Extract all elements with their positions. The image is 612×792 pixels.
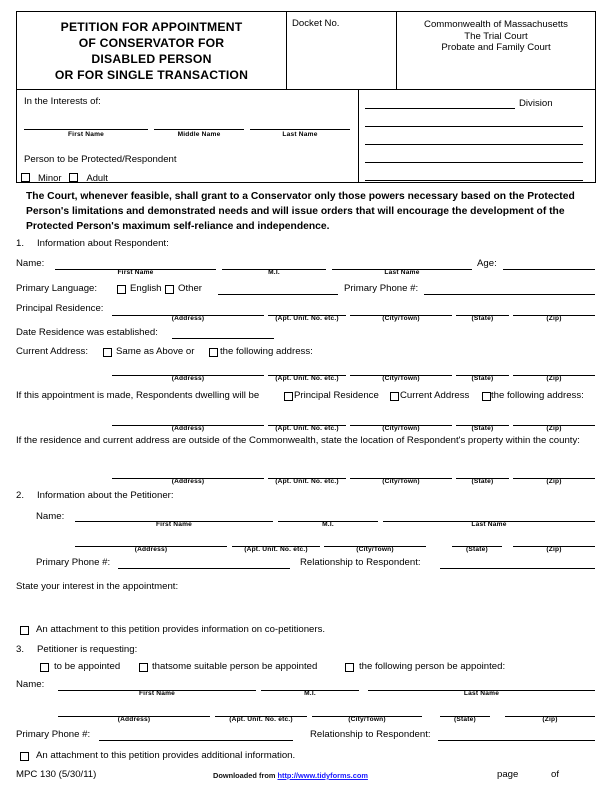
current-address-same-label: Same as Above or	[116, 346, 195, 357]
interests-label: In the Interests of:	[24, 96, 101, 107]
docket-number-label: Docket No.	[292, 18, 340, 29]
dwelling-following-address-checkbox[interactable]	[482, 392, 491, 401]
minor-label: Minor	[38, 172, 62, 183]
request-self-appointed-checkbox[interactable]	[40, 663, 49, 672]
dwelling-current-address-checkbox[interactable]	[390, 392, 399, 401]
caption-petitioner-apt: (Apt. Unit. No. etc.)	[244, 546, 308, 553]
caption-petitioner-address: (Address)	[134, 546, 168, 553]
section1-heading: Information about Respondent:	[37, 238, 169, 249]
petitioner-phone-label: Primary Phone #:	[36, 557, 111, 568]
court-line-3: Probate and Family Court	[441, 42, 551, 54]
header-top-row	[17, 12, 595, 90]
caption-petitioner-last-name: Last Name	[471, 521, 507, 528]
dwelling-following-address-label: the following address:	[491, 390, 584, 401]
division-cell	[359, 90, 595, 182]
request-following-person-checkbox[interactable]	[345, 663, 354, 672]
request-following-person-label: the following person be appointed:	[359, 661, 506, 672]
caption-county-zip: (Zip)	[546, 478, 562, 485]
division-input-line[interactable]	[365, 108, 515, 109]
header-table	[16, 11, 596, 183]
petitioner-relationship-label: Relationship to Respondent:	[300, 557, 421, 568]
outside-commonwealth-text: If the residence and current address are outside of the Commonwealth, state the location of Respondent's property within the county:	[16, 435, 580, 446]
caption-appointee-first-name: First Name	[138, 690, 176, 697]
date-established-input[interactable]	[172, 338, 274, 339]
caption-dwelling-state: (State)	[471, 425, 494, 432]
page-label: page	[497, 769, 519, 780]
appointee-relationship-input[interactable]	[438, 740, 595, 741]
court-line-2: The Trial Court	[464, 30, 528, 42]
form-title-line-4: OR FOR SINGLE TRANSACTION	[54, 68, 249, 82]
caption-dwelling-city: (City/Town)	[382, 425, 420, 432]
form-title-line-2: OF CONSERVATOR FOR	[78, 36, 225, 50]
caption-residence-zip: (Zip)	[546, 315, 562, 322]
copetitioners-attachment-label: An attachment to this petition provides information on co-petitioners.	[36, 624, 326, 635]
request-suitable-person-checkbox[interactable]	[139, 663, 148, 672]
section3-heading: Petitioner is requesting:	[37, 644, 138, 655]
current-address-following-checkbox[interactable]	[209, 348, 218, 357]
request-suitable-person-label: thatsome suitable person be appointed	[152, 661, 318, 672]
caption-respondent-last-name: Last Name	[384, 269, 420, 276]
form-number: MPC 130 (5/30/11)	[16, 769, 97, 780]
caption-appointee-address: (Address)	[117, 716, 151, 723]
caption-appointee-mi: M.I.	[304, 690, 316, 697]
header-right-line-4[interactable]	[365, 180, 583, 181]
current-address-same-checkbox[interactable]	[103, 348, 112, 357]
header-right-line-1[interactable]	[365, 126, 583, 127]
appointee-relationship-label: Relationship to Respondent:	[310, 729, 431, 740]
caption-first-name: First Name	[24, 129, 148, 138]
caption-respondent-mi: M.I.	[268, 269, 280, 276]
interests-cell	[17, 90, 359, 182]
caption-current-address: (Address)	[171, 375, 205, 382]
language-other-input[interactable]	[218, 294, 338, 295]
caption-appointee-state: (State)	[454, 716, 476, 723]
caption-appointee-city: (City/Town)	[348, 716, 386, 723]
caption-dwelling-apt: (Apt. Unit. No. etc.)	[275, 425, 339, 432]
caption-residence-state: (State)	[471, 315, 494, 322]
court-line-1: Commonwealth of Massachusetts	[424, 19, 568, 30]
court-notice-paragraph: The Court, whenever feasible, shall grant to a Conservator only those powers necessary based on the Protected Person's limitations and demonstrated needs and will issue orders that will encourage the development of the Protected Person's maximum self-reliance and independence.	[26, 191, 575, 233]
caption-middle-name: Middle Name	[154, 129, 244, 138]
section3-number: 3.	[16, 644, 25, 655]
caption-last-name: Last Name	[250, 129, 350, 138]
docket-number-cell[interactable]	[287, 12, 397, 89]
watermark-prefix: Downloaded from	[213, 771, 278, 780]
state-interest-label: State your interest in the appointment:	[16, 581, 179, 592]
principal-residence-label: Principal Residence:	[16, 303, 104, 314]
interests-name-line[interactable]	[24, 129, 352, 138]
caption-appointee-apt: (Apt. Unit. No. etc.)	[229, 716, 293, 723]
primary-language-label: Primary Language:	[16, 283, 98, 294]
petitioner-phone-input[interactable]	[118, 568, 290, 569]
caption-appointee-last-name: Last Name	[463, 690, 500, 697]
respondent-phone-label: Primary Phone #:	[344, 283, 419, 294]
minor-checkbox[interactable]	[21, 173, 30, 182]
caption-petitioner-first-name: First Name	[155, 521, 193, 528]
dwelling-intro-label: If this appointment is made, Respondents dwelling will be	[16, 390, 260, 401]
adult-checkbox[interactable]	[69, 173, 78, 182]
caption-petitioner-state: (State)	[466, 546, 488, 553]
person-protected-label: Person to be Protected/Respondent	[24, 154, 177, 165]
dwelling-current-address-label: Current Address	[400, 390, 470, 401]
appointee-name-label: Name:	[16, 679, 45, 690]
language-other-checkbox[interactable]	[165, 285, 174, 294]
language-other-label: Other	[178, 283, 202, 294]
page-of-label: of	[551, 769, 560, 780]
form-title	[17, 12, 287, 89]
form-title-line-1: PETITION FOR APPOINTMENT	[60, 20, 243, 34]
respondent-name-label: Name:	[16, 258, 45, 269]
petitioner-relationship-input[interactable]	[440, 568, 595, 569]
petitioner-name-label: Name:	[36, 511, 65, 522]
division-label: Division	[519, 98, 553, 109]
request-self-appointed-label: to be appointed	[54, 661, 121, 672]
state-interest-input[interactable]	[16, 594, 594, 622]
section2-number: 2.	[16, 490, 25, 501]
language-english-label: English	[130, 283, 162, 294]
dwelling-principal-residence-checkbox[interactable]	[284, 392, 293, 401]
respondent-age-label: Age:	[477, 258, 497, 269]
caption-dwelling-zip: (Zip)	[546, 425, 562, 432]
additional-info-attachment-checkbox[interactable]	[20, 752, 29, 761]
caption-current-city: (City/Town)	[382, 375, 420, 382]
caption-appointee-zip: (Zip)	[542, 716, 558, 723]
watermark-url-link[interactable]: http://www.tidyforms.com	[277, 771, 368, 780]
date-established-label: Date Residence was established:	[16, 327, 158, 338]
language-english-checkbox[interactable]	[117, 285, 126, 294]
copetitioners-attachment-checkbox[interactable]	[20, 626, 29, 635]
minor-adult-group	[21, 172, 108, 183]
caption-current-state: (State)	[471, 375, 494, 382]
caption-residence-city: (City/Town)	[382, 315, 420, 322]
court-identification	[397, 12, 595, 89]
respondent-age-input[interactable]	[503, 269, 595, 270]
appointee-phone-label: Primary Phone #:	[16, 729, 91, 740]
caption-county-address: (Address)	[171, 478, 205, 485]
caption-respondent-first-name: First Name	[117, 269, 154, 276]
caption-county-state: (State)	[471, 478, 494, 485]
header-right-line-2[interactable]	[365, 144, 583, 145]
caption-current-apt: (Apt. Unit. No. etc.)	[275, 375, 339, 382]
section1-number: 1.	[16, 238, 25, 249]
header-bottom-row	[17, 90, 595, 182]
appointee-phone-input[interactable]	[99, 740, 293, 741]
caption-county-city: (City/Town)	[382, 478, 420, 485]
caption-current-zip: (Zip)	[546, 375, 562, 382]
caption-residence-address: (Address)	[171, 315, 205, 322]
dwelling-principal-residence-label: Principal Residence	[294, 390, 379, 401]
caption-dwelling-address: (Address)	[171, 425, 205, 432]
header-right-line-3[interactable]	[365, 162, 583, 163]
download-watermark	[213, 771, 368, 780]
adult-label: Adult	[86, 172, 108, 183]
caption-county-apt: (Apt. Unit. No. etc.)	[275, 478, 339, 485]
caption-petitioner-city: (City/Town)	[356, 546, 394, 553]
additional-info-attachment-label: An attachment to this petition provides additional information.	[36, 750, 296, 761]
respondent-phone-input[interactable]	[424, 294, 595, 295]
current-address-label: Current Address:	[16, 346, 88, 357]
caption-residence-apt: (Apt. Unit. No. etc.)	[275, 315, 339, 322]
caption-petitioner-mi: M.I.	[322, 521, 334, 528]
current-address-following-label: the following address:	[220, 346, 313, 357]
caption-petitioner-zip: (Zip)	[546, 546, 562, 553]
form-title-line-3: DISABLED PERSON	[91, 52, 212, 66]
section2-heading: Information about the Petitioner:	[37, 490, 174, 501]
